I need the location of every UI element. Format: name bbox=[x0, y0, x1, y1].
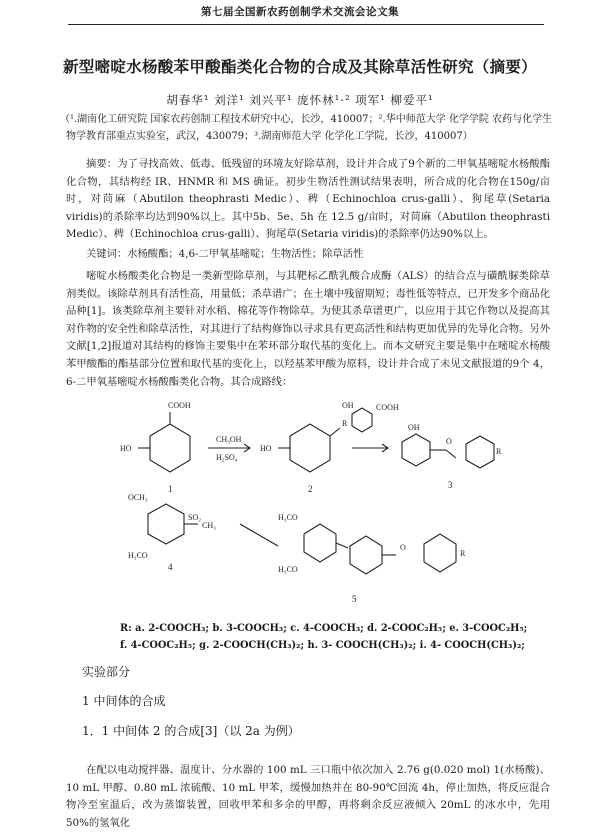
synthesis-scheme bbox=[90, 396, 530, 616]
benzene-ring-5a bbox=[350, 536, 382, 574]
label-2-r: R bbox=[342, 419, 348, 428]
compound-label-4: 4 bbox=[168, 562, 173, 572]
header-rule bbox=[68, 24, 544, 25]
r-group-legend bbox=[120, 620, 550, 654]
label-5-o: O bbox=[400, 543, 406, 552]
label-3-r: R bbox=[496, 447, 502, 456]
running-header: 第七届全国新农药创制学术交流会论文集 bbox=[201, 6, 399, 18]
keywords: 关键词：水杨酸酯；4,6-二甲氧基嘧啶；生物活性；除草活性 bbox=[86, 248, 364, 260]
compound-label-2: 2 bbox=[308, 484, 313, 494]
benzene-ring-reagent bbox=[352, 408, 372, 432]
body-paragraph-1-1: 在配以电动搅拌器、温度计、分水器的 100 mL 三口瓶中依次加入 2.76 g(0.020 mol) 1(水杨酸)、10 mL 甲醇、0.80 mL 浓硫酸、10 mL 甲苯，缓慢加热并在 80-90℃回流 4h，停止加热，将反应混合物冷至室温后，改为蒸馏装置，回收甲苯和多余的甲醇，再将剩余反应液倾入 20mL 的冰水中，先用 50%的氢氧化 bbox=[66, 764, 550, 829]
benzene-ring-1 bbox=[150, 424, 190, 472]
paper-title: 新型嘧啶水杨酸苯甲酸酯类化合物的合成及其除草活性研究（摘要） bbox=[62, 57, 537, 76]
compound-label-1: 1 bbox=[168, 484, 173, 494]
label-5-och3-bottom: H₃CO bbox=[278, 565, 298, 574]
bond-2a bbox=[330, 428, 340, 436]
compound-label-5: 5 bbox=[352, 594, 357, 604]
benzene-ring-3b bbox=[466, 436, 494, 468]
pyrimidine-ring-4 bbox=[148, 504, 184, 544]
label-4-och3-bottom: H₃CO bbox=[128, 551, 148, 560]
r-group-line-1: R: a. 2-COOCH₃; b. 3-COOCH₃; c. 4-COOCH₃; d. 2-COOC₂H₅; e. 3-COOC₂H₅; bbox=[120, 623, 528, 634]
label-3-o: O bbox=[446, 437, 452, 446]
label-reagent: CH₃OH bbox=[216, 435, 242, 444]
scheme-drawing bbox=[90, 396, 530, 616]
label-1-cooh: COOH bbox=[168, 401, 191, 410]
section-heading-experiment: 实验部分 bbox=[82, 665, 131, 679]
bond-3b bbox=[446, 450, 456, 458]
author-list: 胡春华¹ 刘洋¹ 刘兴平¹ 庞怀林¹·² 项军¹ 柳爱平¹ bbox=[166, 93, 434, 107]
label-2-ho: HO bbox=[260, 444, 272, 453]
pyrimidine-ring-5 bbox=[304, 524, 336, 562]
section-heading-1-1: 1．1 中间体 2 的合成[3]（以 2a 为例） bbox=[82, 724, 300, 738]
label-4-so2: SO₂ bbox=[188, 513, 202, 522]
label-4-och3-top: OCH₃ bbox=[128, 493, 148, 502]
section-heading-1: 1 中间体的合成 bbox=[82, 694, 166, 708]
bond-5a bbox=[336, 543, 348, 548]
label-reagent-oh: OH bbox=[342, 401, 354, 410]
benzene-ring-3a bbox=[402, 434, 430, 466]
r-group-line-2: f. 4-COOC₂H₅; g. 2-COOCH(CH₃)₂; h. 3- COOCH(CH₃)₂; i. 4- COOCH(CH₃)₂; bbox=[120, 640, 525, 651]
benzene-ring-5b bbox=[424, 534, 456, 572]
arrow-3 bbox=[240, 524, 278, 546]
label-4-ch3: CH₃ bbox=[202, 521, 216, 530]
label-h2so4: H₂SO₄ bbox=[216, 453, 238, 462]
label-3-oh: OH bbox=[408, 423, 420, 432]
compound-label-3: 3 bbox=[448, 480, 453, 490]
label-1-ho: HO bbox=[120, 444, 132, 453]
affiliations: （¹.湖南化工研究院 国家农药创制工程技术研究中心，长沙，410007；².华中师范大学 化学学院 农药与化学生物学教育部重点实验室，武汉，430079；³.湖南师范大学 化学化工学院，长沙，410007） bbox=[60, 114, 553, 142]
label-5-och3-top: H₃CO bbox=[278, 513, 298, 522]
abstract: 摘要：为了寻找高效、低毒、低残留的环境友好除草剂，设计并合成了9个新的二甲氧基嘧啶水杨酸酯化合物，其结构经 IR、HNMR 和 MS 确证。初步生物活性测试结果表明，所合成的化合物在150g/亩时，对苘麻（Abutilon theophrasti Medic）、稗（Echinochloa crus-galli）、狗尾草(Setaria viridis)的杀除率均达到90%以上。其中5b、5e、5h 在 12.5 g/亩时，对苘麻（Abutilon theophrasti Medic）、稗（Echinochloa crus-galli）、狗尾草(Setaria viridis)的杀除率仍达90%以上。 bbox=[66, 158, 550, 241]
label-5-r: R bbox=[460, 549, 466, 558]
intro-paragraph: 嘧啶水杨酸类化合物是一类新型除草剂，与其靶标乙酰乳酸合成酶（ALS）的结合点与磺酰脲类除草剂类似。该除草剂具有活性高，用量低；杀草谱广；在土壤中残留期短；毒性低等特点，已开发多个商品化品种[1]。该类除草剂主要针对水稻、棉花等作物除草。为使其杀草谱更广，以应用于其它作物以及提高其对作物的安全性和除草活性，对其进行了结构修饰以寻求具有更高活性和结构更加优异的先导化合物。另外文献[1,2]报道对其结构的修饰主要集中在苯环部分取代基的变化上。而本文研究主要是集中在嘧啶水杨酸苯甲酸酯的酯基部分位置和取代基的变化上，以羟基苯甲酸为原料，设计并合成了未见文献报道的9个 4，6-二甲氧基嘧啶水杨酸酯类化合物。其合成路线： bbox=[66, 270, 550, 388]
benzene-ring-2 bbox=[290, 424, 330, 472]
label-reagent-cooh: COOH bbox=[376, 403, 399, 412]
